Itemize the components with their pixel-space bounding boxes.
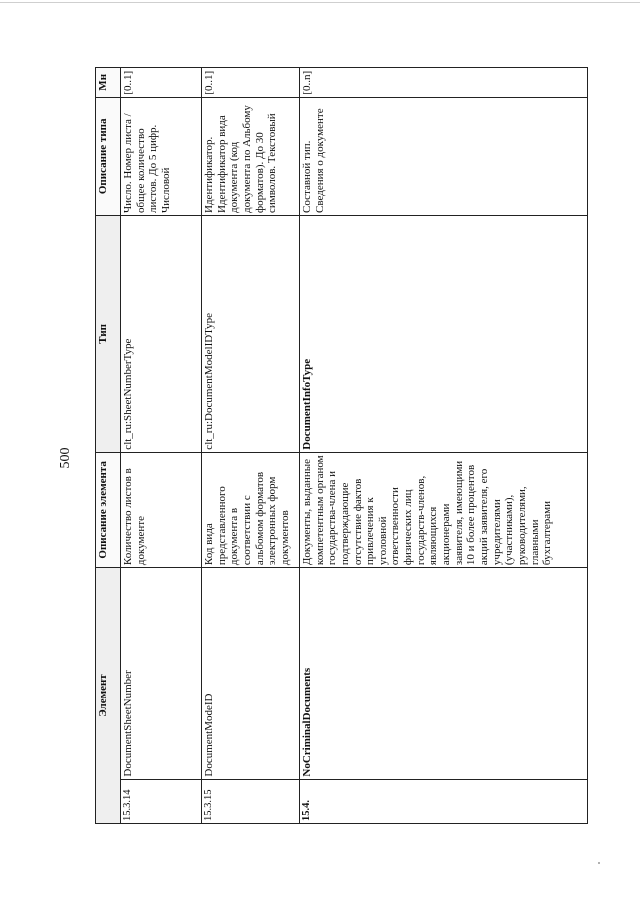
row-element: DocumentSheetNumber: [121, 568, 202, 780]
row-type: clt_ru:SheetNumberType: [121, 215, 202, 452]
table-row: [202, 68, 300, 824]
header-type: Тип: [96, 215, 121, 452]
header-description: Описание элемента: [96, 452, 121, 567]
row-multiplicity: [0..1]: [121, 68, 202, 98]
row-number: 15.3.15: [202, 779, 300, 823]
table-row: [300, 68, 588, 824]
row-element: DocumentModeID: [202, 568, 300, 780]
row-type-description: Идентификатор. Идентификатор вида документа (код документа по Альбому форматов). До 30 символов. Текстовый: [202, 97, 300, 215]
row-element: NoCriminalDocuments: [300, 568, 588, 780]
scan-edge-line: [0, 2, 640, 3]
row-description: Количество листов в документе: [121, 452, 202, 567]
row-type: DocumentInfoType: [300, 215, 588, 452]
row-type: clt_ru:DocumentModelIDType: [202, 215, 300, 452]
header-type-description: Описание типа: [96, 97, 121, 215]
scan-speck: [598, 862, 600, 864]
page-number: 500: [58, 447, 73, 469]
header-multiplicity: Мн: [96, 68, 121, 98]
row-number: 15.4.: [300, 779, 588, 823]
header-element: Элемент: [96, 568, 121, 824]
row-multiplicity: [0..n]: [300, 68, 588, 98]
table-header-row: [96, 68, 121, 824]
row-description: Код вида представленного документа в соответствии с альбомом форматов электронных форм документов: [202, 452, 300, 567]
rotated-table-inner: [95, 67, 616, 824]
spec-table: [95, 67, 588, 824]
rotated-table-container: [95, 67, 616, 824]
row-number: 15.3.14: [121, 779, 202, 823]
table-row: [121, 68, 202, 824]
row-multiplicity: [0..1]: [202, 68, 300, 98]
row-type-description: Число. Номер листа / общее количество листов. До 5 цифр. Числовой: [121, 97, 202, 215]
row-type-description: Составной тип. Сведения о документе: [300, 97, 588, 215]
row-description: Документы, выданные компетентным органом государства-члена и подтверждающие отсутствие фактов привлечения к уголовной ответственности физических лиц государств-членов, являющихся акционерами заявителя, имеющими 10 и более процентов акций заявителя, его учредителями (участниками), руководителями, главными бухгалтерами: [300, 452, 588, 567]
